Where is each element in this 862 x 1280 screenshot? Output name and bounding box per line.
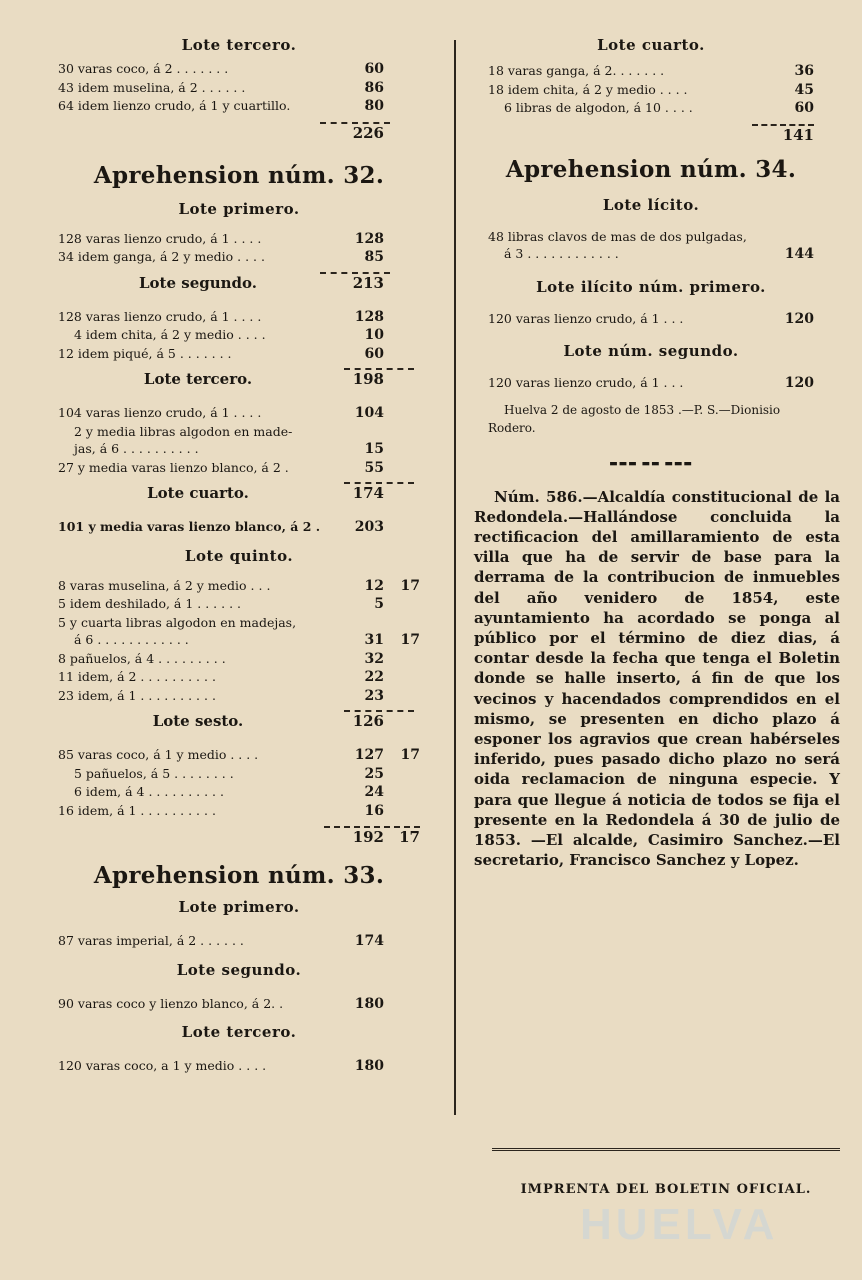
lot-header: Lote segundo. bbox=[176, 960, 302, 979]
item-row: á 6 . . . . . . . . . . . . 31 17 bbox=[74, 632, 420, 648]
item-row: 43 idem muselina, á 2 . . . . . . 86 bbox=[58, 79, 384, 96]
item-row: 23 idem, á 1 . . . . . . . . . . 23 bbox=[58, 687, 384, 704]
signature: Huelva 2 de agosto de 1853 .—P. S.—Dionisio Rodero. bbox=[488, 402, 781, 435]
lot-header: Lote lícito. bbox=[602, 195, 700, 214]
item-row-continued: 5 y cuarta libras algodon en madejas, bbox=[58, 614, 297, 630]
notice-text: Núm. 586.—Alcaldía constitucional de la Redondela.—Hallándose concluida la rectificacion del amillaramiento de esta villa que ha de servir de base para la derrama de la contribucion de inmuebles del año venidero de 1854, este ayuntamiento ha acordado se ponga al público por el término de diez dias, á contar desde la fecha que tenga el Boletin donde se halle inserto, á fin de que los vecinos y hacendados comprendidos en el mismo, se presenten en dicho plazo á esponer los agravios que crean habérseles inferido, pues pasado dicho plazo no será oida reclamacion de ninguna especie. Y para que llegue á noticia de todos se fija el presente en la Redondela á 30 de julio de 1853. —El alcalde, Casimiro Sanchez.—El secretario, Francisco Sanchez y Lopez. bbox=[474, 487, 840, 870]
lot-header: Lote tercero. bbox=[181, 36, 297, 54]
footer-rule bbox=[492, 1148, 840, 1151]
item-row: 120 varas lienzo crudo, á 1 . . . 120 bbox=[488, 310, 814, 327]
item-row: 64 idem lienzo crudo, á 1 y cuartillo. 80 bbox=[58, 98, 384, 114]
item-row: 27 y media varas lienzo blanco, á 2 . 55 bbox=[58, 459, 384, 476]
lot-total: 192 17 bbox=[352, 828, 420, 846]
item-row: 128 varas lienzo crudo, á 1 . . . . 128 bbox=[58, 230, 384, 247]
item-row: 5 pañuelos, á 5 . . . . . . . . 25 bbox=[74, 765, 384, 782]
lot-header: Lote ilícito núm. primero. bbox=[536, 277, 766, 296]
library-watermark: HUELVA bbox=[580, 1200, 779, 1249]
item-row: 11 idem, á 2 . . . . . . . . . . 22 bbox=[58, 669, 384, 685]
item-row: 87 varas imperial, á 2 . . . . . . 174 bbox=[58, 933, 384, 949]
item-row: 16 idem, á 1 . . . . . . . . . . 16 bbox=[58, 802, 384, 819]
lot-header: Lote quinto. bbox=[184, 546, 294, 565]
item-row: 5 idem deshilado, á 1 . . . . . . 5 bbox=[58, 596, 384, 612]
item-row: 8 pañuelos, á 4 . . . . . . . . . 32 bbox=[58, 650, 384, 667]
item-row: 4 idem chita, á 2 y medio . . . . 10 bbox=[74, 327, 384, 343]
item-row-continued: 2 y media libras algodon en made- bbox=[74, 423, 293, 439]
lot-header: Lote núm. segundo. bbox=[563, 342, 739, 360]
item-row: 8 varas muselina, á 2 y medio . . . 12 17 bbox=[58, 577, 420, 594]
item-row: 34 idem ganga, á 2 y medio . . . . 85 bbox=[58, 249, 384, 265]
seizure-title: Aprehension núm. 32. bbox=[93, 161, 385, 189]
lot-total: 141 bbox=[782, 125, 814, 144]
item-row: 120 varas coco, a 1 y medio . . . . 180 bbox=[58, 1058, 384, 1074]
lot-header-with-total: Lote cuarto. 174 bbox=[147, 484, 384, 502]
lot-header: Lote tercero. bbox=[181, 1023, 297, 1041]
item-row: 85 varas coco, á 1 y medio . . . . 127 17 bbox=[58, 747, 420, 763]
right-column bbox=[474, 36, 840, 870]
printer-imprint: IMPRENTA DEL BOLETIN OFICIAL. bbox=[520, 1182, 812, 1197]
lot-header-with-total: Lote segundo. 213 bbox=[139, 273, 384, 292]
item-row-continued: 48 libras clavos de mas de dos pulgadas, bbox=[488, 228, 747, 244]
item-row: 6 libras de algodon, á 10 . . . . 60 bbox=[504, 100, 814, 116]
item-row: 101 y media varas lienzo blanco, á 2 . 203 bbox=[58, 519, 384, 535]
lot-header-with-total: Lote sesto. 126 bbox=[152, 712, 384, 730]
item-row: 12 idem piqué, á 5 . . . . . . . 60 bbox=[58, 345, 384, 362]
lot-header: Lote primero. bbox=[178, 199, 300, 218]
lot-header-with-total: Lote tercero. 198 bbox=[143, 370, 384, 388]
item-row: 104 varas lienzo crudo, á 1 . . . . 104 bbox=[58, 405, 384, 421]
seizure-title: Aprehension núm. 33. bbox=[93, 862, 385, 889]
item-row: 90 varas coco y lienzo blanco, á 2. . 180 bbox=[58, 995, 384, 1012]
lot-total: 226 bbox=[352, 123, 384, 142]
left-column bbox=[58, 36, 420, 1076]
item-row: 18 idem chita, á 2 y medio . . . . 45 bbox=[488, 81, 814, 98]
item-row: 30 varas coco, á 2 . . . . . . . 60 bbox=[58, 61, 384, 77]
item-row: 18 varas ganga, á 2. . . . . . . 36 bbox=[488, 63, 814, 79]
item-row: 6 idem, á 4 . . . . . . . . . . 24 bbox=[74, 784, 384, 800]
item-row: á 3 . . . . . . . . . . . . 144 bbox=[504, 246, 814, 262]
item-row: 120 varas lienzo crudo, á 1 . . . 120 bbox=[488, 375, 814, 391]
lot-header: Lote primero. bbox=[178, 898, 300, 916]
column-divider bbox=[454, 40, 456, 1115]
lot-header: Lote cuarto. bbox=[597, 36, 705, 54]
seizure-title: Aprehension núm. 34. bbox=[505, 155, 797, 183]
item-row: jas, á 6 . . . . . . . . . . 15 bbox=[74, 441, 384, 457]
item-row: 128 varas lienzo crudo, á 1 . . . . 128 bbox=[58, 308, 384, 325]
section-ornament: ▬▬▬ ▬▬ ▬▬▬ bbox=[609, 458, 693, 469]
